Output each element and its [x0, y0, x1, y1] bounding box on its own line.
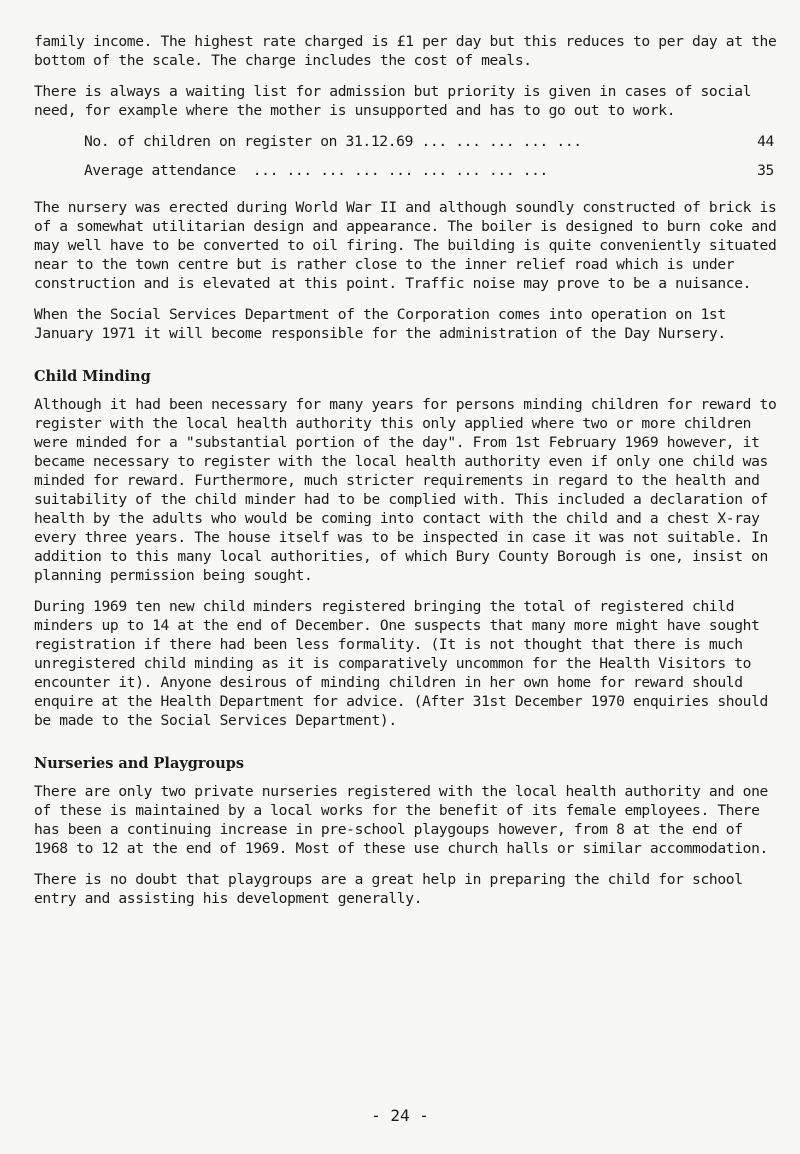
- stat-leader-dots: ... ... ... ... ...: [413, 133, 582, 150]
- page-number: - 24 -: [371, 1106, 429, 1125]
- paragraph-fees: family income. The highest rate charged is £1 per day but this reduces to per day at the bottom of the scale. The charge includes the cost of meals.: [34, 33, 777, 69]
- heading-nurseries-playgroups: Nurseries and Playgroups: [34, 755, 245, 772]
- document-page: [34, 32, 782, 920]
- stat-leader-dots: ... ... ... ... ... ... ... ... ...: [235, 162, 548, 179]
- paragraph-child-minding-registration: Although it had been necessary for many years for persons minding children for reward to register with the local health authority this only applied where two or more children were minded for a "substantial portion of the day". From 1st February 1969 however, it became necessary to register with the local health authority even if only one child was minded for reward. Furthermore, much stricter requirements in regard to the health and suitability of the child minder had to be complied with. This included a declaration of health by the adults who would be coming into contact with the child and a chest X-ray every three years. The house itself was to be inspected in case it was not suitable. In addition to this many local authorities, of which Bury County Borough is one, insist on planning permission being sought.: [34, 396, 777, 584]
- paragraph-nursery-administration: When the Social Services Department of the Corporation comes into operation on 1st January 1971 it will become responsible for the administration of the Day Nursery.: [34, 306, 726, 342]
- heading-child-minding: Child Minding: [34, 368, 151, 385]
- paragraph-nursery-building: The nursery was erected during World War II and although soundly constructed of brick is of a somewhat utilitarian design and appearance. The boiler is designed to burn coke and may well have to be converted to oil firing. The building is quite conveniently situated near to the town centre but is rather close to the inner relief road which is under construction and is elevated at this point. Traffic noise may prove to be a nuisance.: [34, 199, 777, 292]
- paragraph-child-minders-registered: During 1969 ten new child minders registered bringing the total of registered child minders up to 14 at the end of December. One suspects that many more might have sought registration if there had been less formality. (It is not thought that there is much unregistered child minding as it is comparatively uncommon for the Health Visitors to encounter it). Anyone desirous of minding children in her own home for reward should enquire at the Health Department for advice. (After 31st December 1970 enquiries should be made to the Social Services Department).: [34, 598, 768, 729]
- paragraph-waiting-list: There is always a waiting list for admission but priority is given in cases of social need, for example where the mother is unsupported and has to go out to work.: [34, 83, 752, 119]
- stat-value: 44: [757, 133, 774, 150]
- stat-value: 35: [757, 162, 774, 179]
- register-statistics: [84, 132, 782, 180]
- stat-label: Average attendance: [84, 162, 236, 179]
- stat-label: No. of children on register on 31.12.69: [84, 133, 414, 150]
- paragraph-private-nurseries: There are only two private nurseries registered with the local health authority and one of these is maintained by a local works for the benefit of its female employees. There has been a continuing increase in pre-school playgoups however, from 8 at the end of 1968 to 12 at the end of 1969. Most of these use church halls or similar accommodation.: [34, 783, 768, 857]
- paragraph-playgroups-benefit: There is no doubt that playgroups are a great help in preparing the child for school entry and assisting his development generally.: [34, 871, 743, 907]
- stat-row-register: [84, 132, 774, 151]
- stat-row-attendance: [84, 161, 774, 180]
